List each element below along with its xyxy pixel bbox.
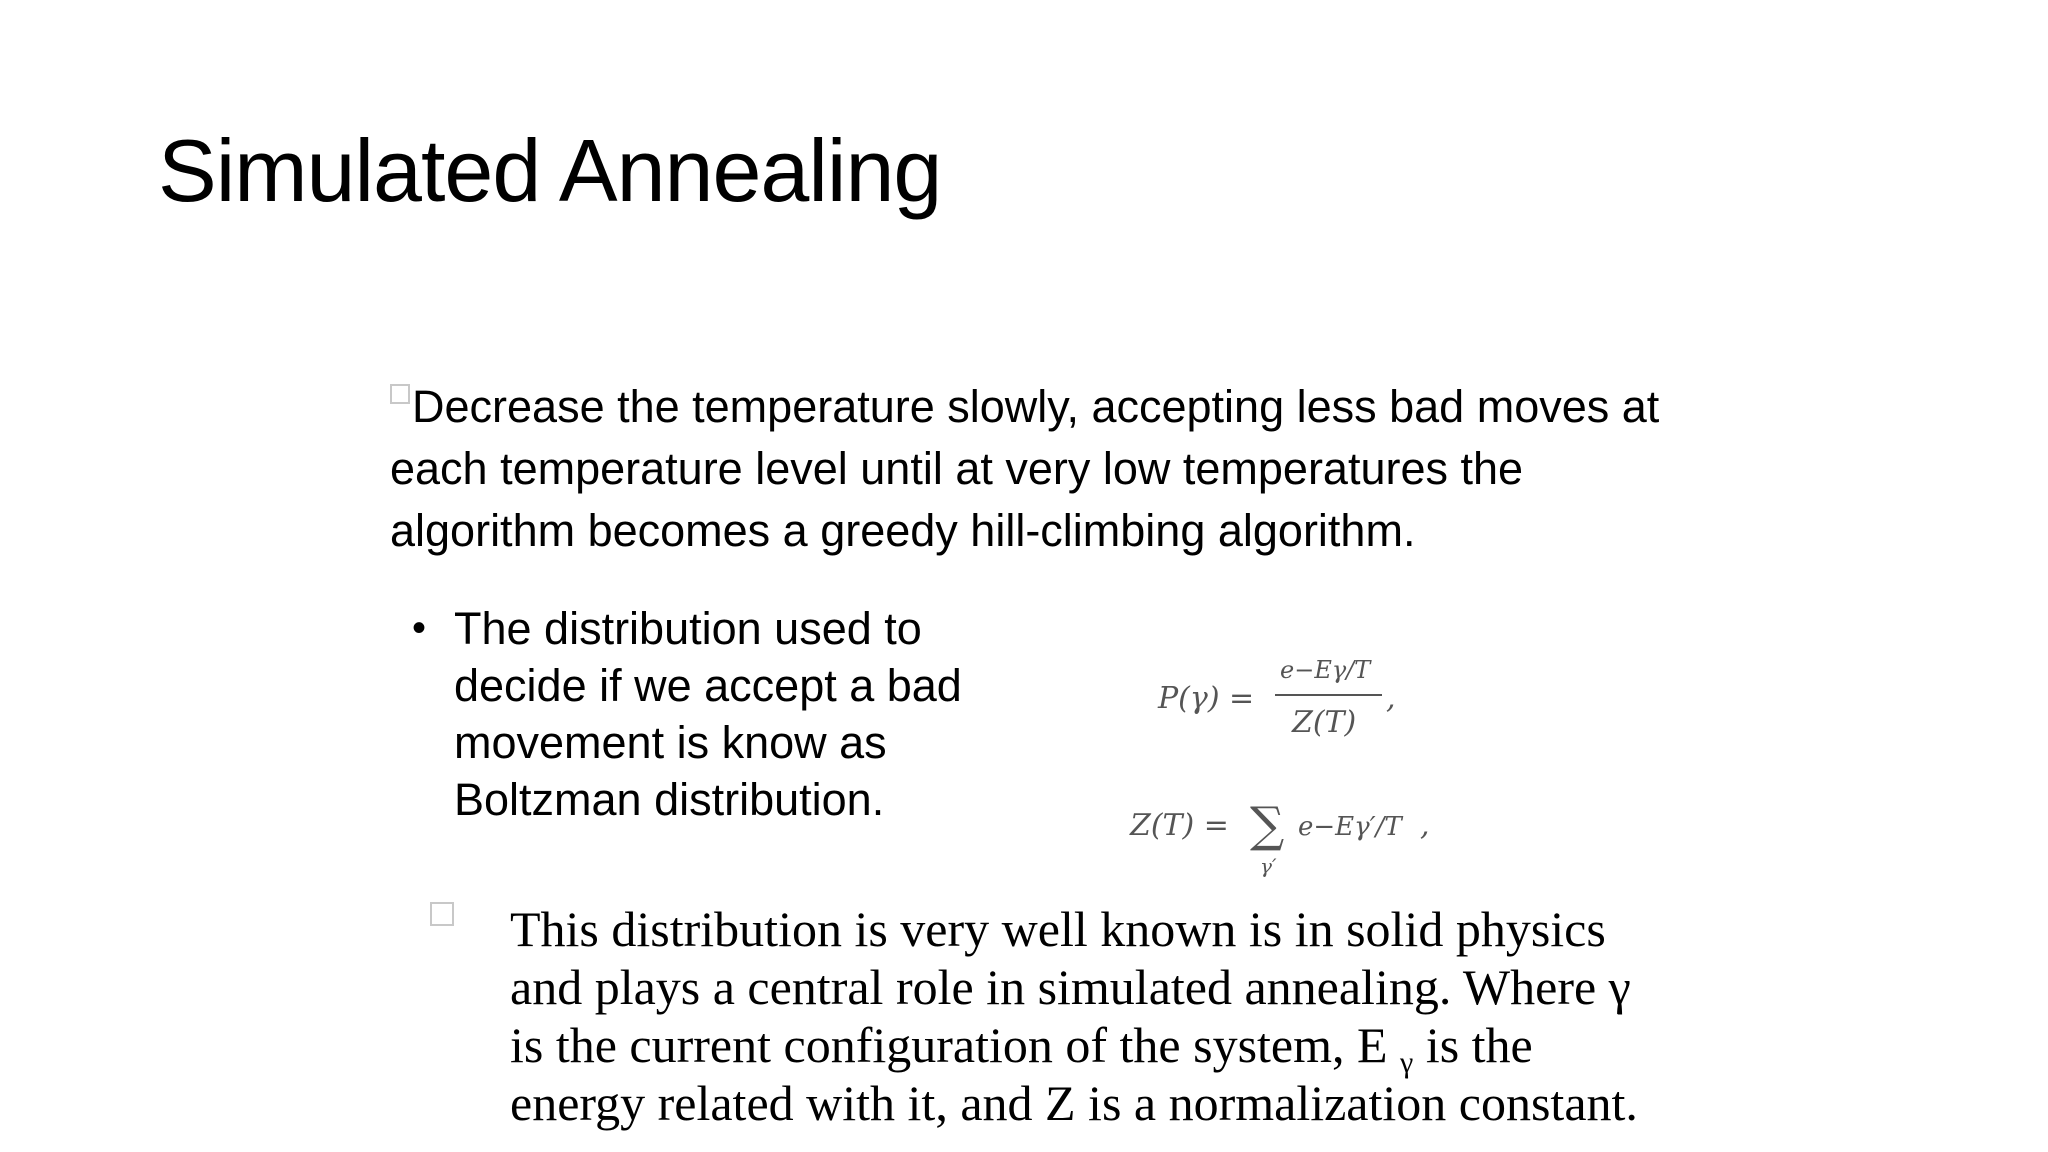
- explanation-paragraph: [430, 900, 1730, 1132]
- formula1-denominator: Z(T): [1292, 705, 1357, 740]
- formula2-sum-index: γ′: [1260, 854, 1277, 878]
- boltzmann-probability-formula: [1150, 640, 1410, 750]
- explanation-text: [510, 900, 1670, 1132]
- bullet-text: The distribution used to decide if we accept a bad movement is know as Boltzman distribution.: [454, 603, 962, 825]
- energy-subscript: γ: [1400, 1046, 1414, 1079]
- bullet-item: [412, 600, 1012, 828]
- formula1-lhs: P(γ) =: [1158, 681, 1255, 716]
- partition-function-formula: [1100, 775, 1460, 885]
- formula2-lhs: Z(T) =: [1130, 808, 1229, 843]
- formula1-numerator: e−Eγ/T: [1280, 656, 1371, 684]
- formula2-comma: ,: [1420, 808, 1430, 843]
- square-bullet-icon: [390, 384, 410, 404]
- formula2-term: e−Eγ′/T: [1298, 812, 1402, 842]
- bullet-dot-icon: •: [412, 606, 427, 650]
- sum-symbol: ∑: [1250, 797, 1285, 853]
- square-bullet-icon: [430, 902, 454, 926]
- slide-title: Simulated Annealing: [158, 121, 942, 220]
- intro-paragraph: [390, 376, 1690, 562]
- formula1-comma: ,: [1386, 681, 1396, 716]
- intro-paragraph-text: Decrease the temperature slowly, accepting less bad moves at each temperature level until at very low temperatures the algorithm becomes a greedy hill-climbing algorithm.: [390, 381, 1660, 556]
- explanation-part2: is the energy related with it, and Z is a normalization constant.: [510, 1017, 1638, 1131]
- explanation-part1: This distribution is very well known is in solid physics and plays a central role in simulated annealing. Where γ is the current configuration of the system, E: [510, 901, 1631, 1073]
